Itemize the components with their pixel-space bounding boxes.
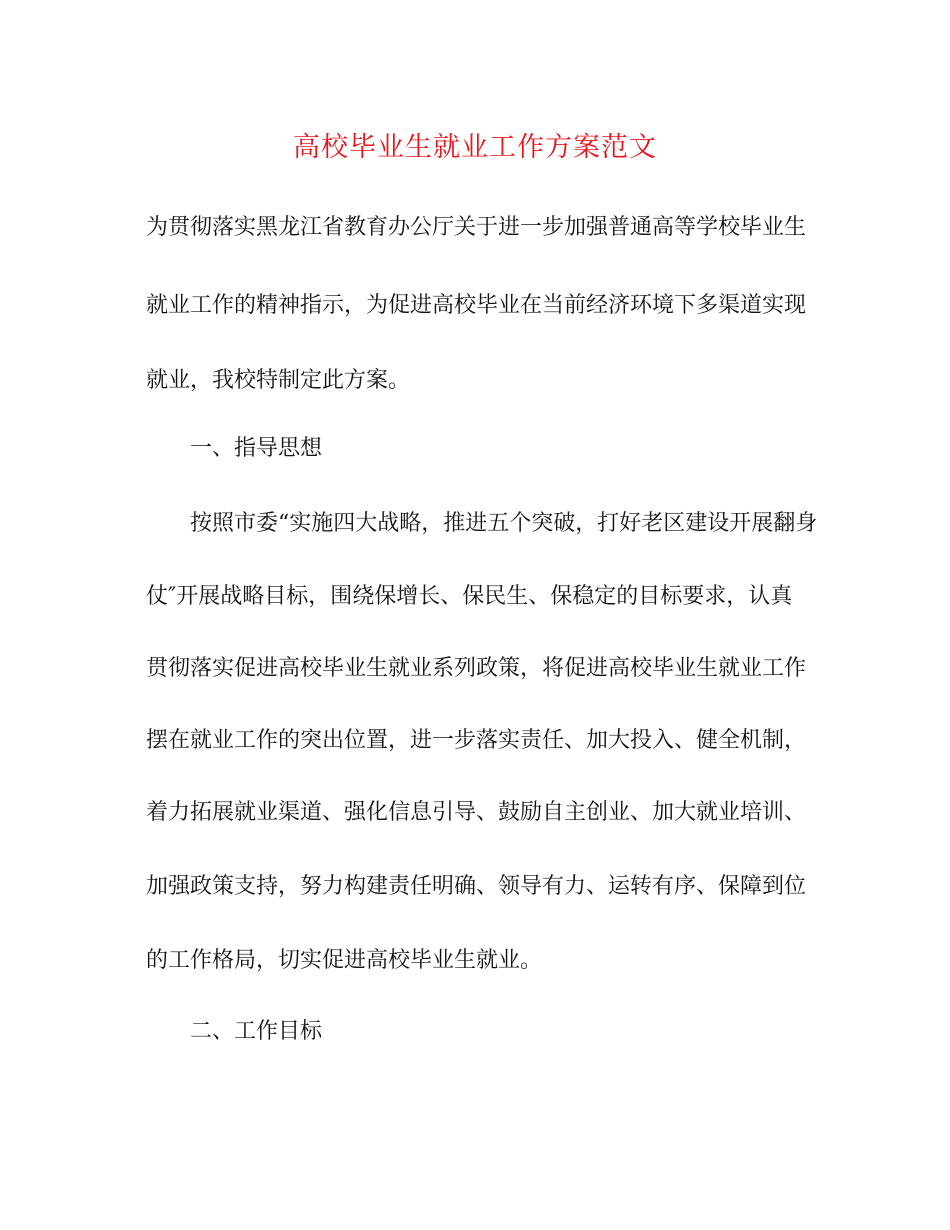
paragraph-line: 的工作格局，切实促进高校毕业生就业。 <box>146 948 543 973</box>
paragraph-line: 为贯彻落实黑龙江省教育办公厅关于进一步加强普通高等学校毕业生 <box>146 215 807 240</box>
paragraph-line: 按照市委“实施四大战略，推进五个突破，打好老区建设开展翻身 <box>190 511 818 536</box>
paragraph-line: 加强政策支持，努力构建责任明确、领导有力、运转有序、保障到位 <box>146 874 807 899</box>
paragraph-line: 着力拓展就业渠道、强化信息引导、鼓励自主创业、加大就业培训、 <box>146 800 807 825</box>
section-heading-work-goals: 二、工作目标 <box>190 1019 323 1044</box>
paragraph-line: 仗″开展战略目标，围绕保增长、保民生、保稳定的目标要求，认真 <box>146 584 793 609</box>
paragraph-line: 摆在就业工作的突出位置，进一步落实责任、加大投入、健全机制， <box>146 728 807 753</box>
section-heading-guiding-ideology: 一、指导思想 <box>190 436 323 461</box>
document-title: 高校毕业生就业工作方案范文 <box>293 132 657 163</box>
paragraph-line: 就业工作的精神指示，为促进高校毕业在当前经济环境下多渠道实现 <box>146 293 807 318</box>
paragraph-line: 贯彻落实促进高校毕业生就业系列政策，将促进高校毕业生就业工作 <box>146 656 807 681</box>
paragraph-line: 就业，我校特制定此方案。 <box>146 368 411 393</box>
